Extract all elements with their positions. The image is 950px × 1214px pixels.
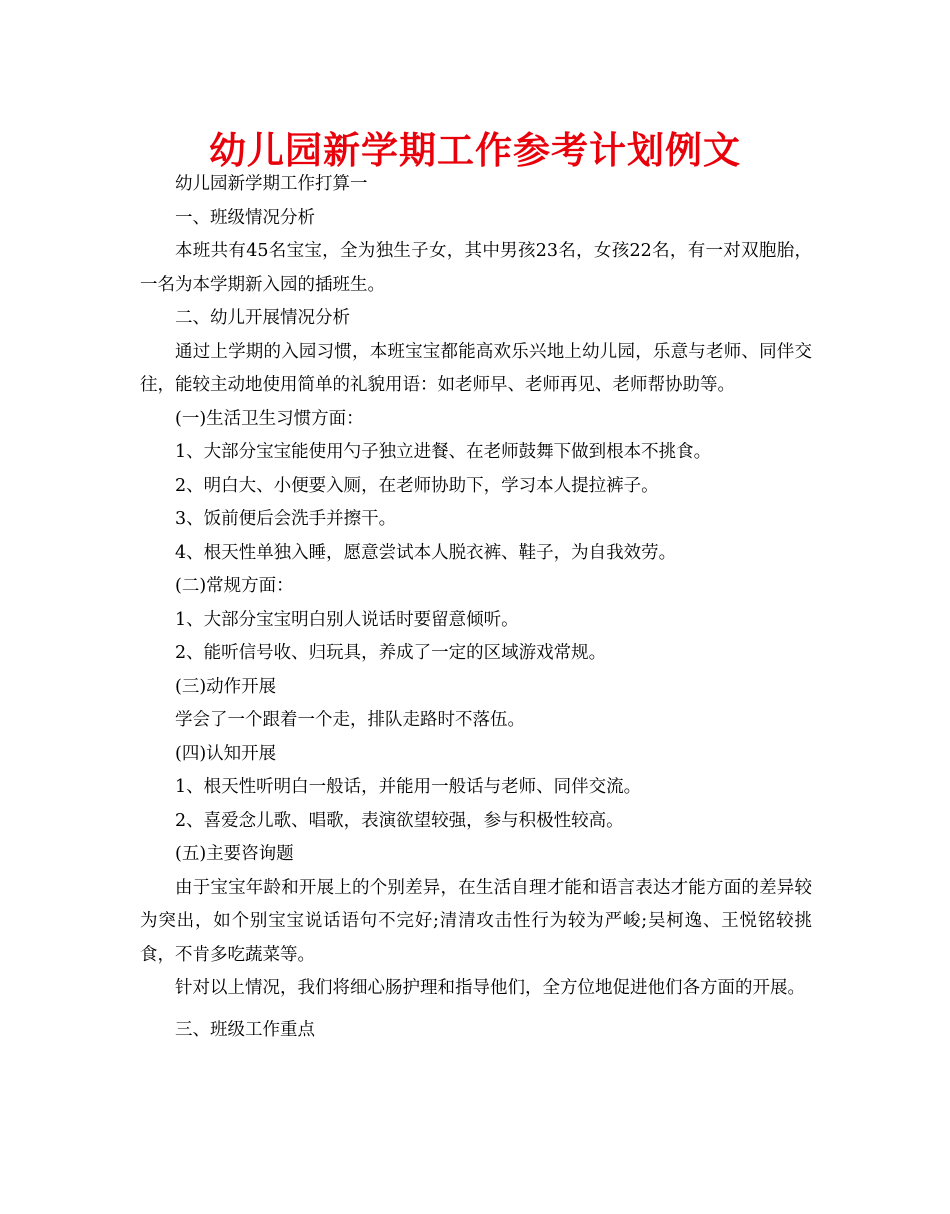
section-heading-development-analysis: 二、幼儿开展情况分析 <box>175 308 350 328</box>
subsection-heading: (四)认知开展 <box>175 743 277 764</box>
paragraph-plan-heading: 幼儿园新学期工作打算一 <box>175 174 368 194</box>
subsection-heading: (五)主要咨询题 <box>175 844 294 864</box>
list-item: 2、明白大、小便要入厕，在老师协助下，学习本人提拉裤子。 <box>175 475 659 496</box>
paragraph: 针对以上情况，我们将细心肠护理和指导他们，全方位地促进他们各方面的开展。 <box>175 978 805 998</box>
document-body <box>140 168 812 1047</box>
document-title: 幼儿园新学期工作参考计划例文 <box>209 129 741 172</box>
list-item: 1、大部分宝宝能使用勺子独立进餐、在老师鼓舞下做到根本不挑食。 <box>175 442 712 462</box>
list-item: 1、根天性听明白一般话，并能用一般话与老师、同伴交流。 <box>175 777 642 797</box>
paragraph: 通过上学期的入园习惯，本班宝宝都能高欢乐兴地上幼儿园，乐意与老师、同伴交往，能较主动地使用简单的礼貌用语：如老师早、老师再见、老师帮协助等。 <box>140 341 812 395</box>
section-heading-class-analysis: 一、班级情况分析 <box>175 207 315 228</box>
section-heading-class-focus: 三、班级工作重点 <box>175 1019 315 1040</box>
list-item: 2、喜爱念儿歌、唱歌，表演欲望较强，参与积极性较高。 <box>175 810 624 831</box>
list-item: 1、大部分宝宝明白别人说话时要留意倾听。 <box>175 609 519 630</box>
subsection-heading: (一)生活卫生习惯方面： <box>175 408 364 429</box>
list-item: 4、根天性单独入睡，愿意尝试本人脱衣裤、鞋子，为自我效劳。 <box>175 542 677 563</box>
paragraph: 学会了一个跟着一个走，排队走路时不落伍。 <box>175 710 525 730</box>
list-item: 2、能听信号收、归玩具，养成了一定的区域游戏常规。 <box>175 643 607 663</box>
paragraph: 由于宝宝年龄和开展上的个别差异，在生活自理才能和语言表达才能方面的差异较为突出，如个别宝宝说话语句不完好;清清攻击性行为较为严峻;吴柯逸、王悦铭较挑食，不肯多吃蔬菜等。 <box>140 877 812 965</box>
list-item: 3、饭前便后会洗手并擦干。 <box>175 509 397 529</box>
subsection-heading: (二)常规方面： <box>175 576 294 596</box>
subsection-heading: (三)动作开展 <box>175 676 277 697</box>
paragraph: 本班共有45名宝宝，全为独生子女，其中男孩23名，女孩22名，有一对双胞胎，一名为本学期新入园的插班生。 <box>140 241 812 295</box>
